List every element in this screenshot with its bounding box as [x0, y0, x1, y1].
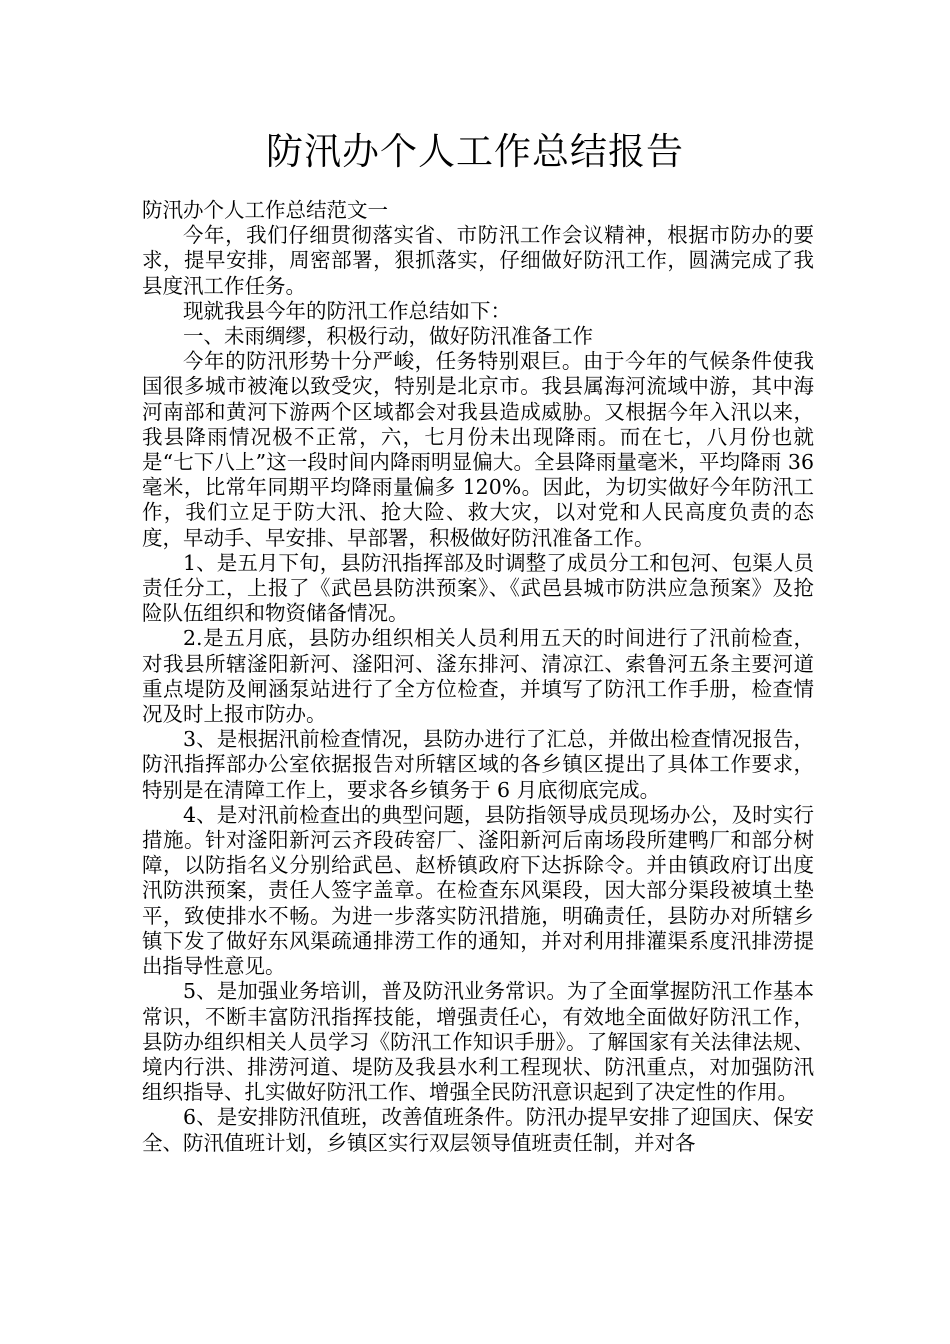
paragraph-item-5: 5、是加强业务培训，普及防汛业务常识。为了全面掌握防汛工作基本常识，不断丰富防汛指挥技能，增强责任心，有效地全面做好防汛工作，县防办组织相关人员学习《防汛工作知识手册》。了解国家有关法律法规、境内行洪、排涝河道、堤防及我县水利工程现状、防汛重点，对加强防汛组织指导、扎实做好防汛工作、增强全民防汛意识起到了决定性的作用。	[142, 979, 814, 1105]
paragraph-item-1: 1、是五月下旬，县防汛指挥部及时调整了成员分工和包河、包渠人员责任分工，上报了《武邑县防洪预案》、《武邑县城市防洪应急预案》及抢险队伍组织和物资储备情况。	[142, 550, 814, 626]
paragraph-situation: 今年的防汛形势十分严峻，任务特别艰巨。由于今年的气候条件使我国很多城市被淹以致受灾，特别是北京市。我县属海河流域中游，其中海河南部和黄河下游两个区域都会对我县造成威胁。又根据今年入汛以来，我县降雨情况极不正常，六，七月份未出现降雨。而在七，八月份也就是“七下八上”这一段时间内降雨明显偏大。全县降雨量毫米，平均降雨 36 毫米，比常年同期平均降雨量偏多 120%。因此，为切实做好今年防汛工作，我们立足于防大汛、抢大险、救大灾，以对党和人民高度负责的态度，早动手、早安排、早部署，积极做好防汛准备工作。	[142, 349, 814, 550]
paragraph-item-4: 4、是对汛前检查出的典型问题，县防指领导成员现场办公，及时实行措施。针对滏阳新河云齐段砖窑厂、滏阳新河后南场段所建鸭厂和部分树障，以防指名义分别给武邑、赵桥镇政府下达拆除令。并由镇政府订出度汛防洪预案，责任人签字盖章。在检查东风渠段，因大部分渠段被填土垫平，致使排水不畅。为进一步落实防汛措施，明确责任，县防办对所辖乡镇下发了做好东风渠疏通排涝工作的通知，并对利用排灌渠系度汛排涝提出指导性意见。	[142, 802, 814, 979]
paragraph-item-3: 3、是根据汛前检查情况，县防办进行了汇总，并做出检查情况报告，防汛指挥部办公室依据报告对所辖区域的各乡镇区提出了具体工作要求，特别是在清障工作上，要求各乡镇务于 6 月底彻底完成。	[142, 727, 814, 802]
paragraph-item-6: 6、是安排防汛值班，改善值班条件。防汛办提早安排了迎国庆、保安全、防汛值班计划，乡镇区实行双层领导值班责任制，并对各	[142, 1105, 814, 1155]
paragraph-intro: 今年，我们仔细贯彻落实省、市防汛工作会议精神，根据市防办的要求，提早安排，周密部署，狠抓落实，仔细做好防汛工作，圆满完成了我县度汛工作任务。	[142, 223, 814, 298]
paragraph-part-one-heading: 一、未雨绸缪，积极行动，做好防汛准备工作	[183, 324, 593, 349]
section-heading: 防汛办个人工作总结范文一	[142, 198, 388, 222]
document-title: 防汛办个人工作总结报告	[266, 130, 684, 173]
paragraph-summary-lead: 现就我县今年的防汛工作总结如下：	[183, 298, 511, 323]
paragraph-item-2: 2.是五月底，县防办组织相关人员利用五天的时间进行了汛前检查，对我县所辖滏阳新河、滏阳河、滏东排河、清凉江、索鲁河五条主要河道重点堤防及闸涵泵站进行了全方位检查，并填写了防汛工作手册，检查情况及时上报市防办。	[142, 626, 814, 727]
document-body	[142, 198, 814, 1156]
